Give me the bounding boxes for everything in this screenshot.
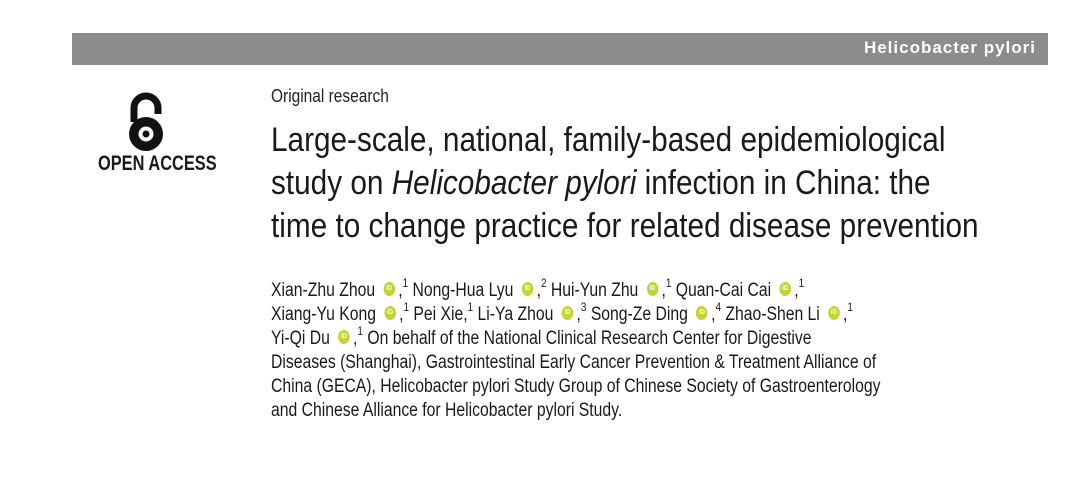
orcid-icon[interactable] [383,282,395,296]
orcid-icon[interactable] [828,306,840,320]
title-species: Helicobacter pylori [391,164,637,202]
author-name[interactable]: Xian-Zhu Zhou [271,280,376,301]
author-name[interactable]: Hui-Yun Zhu [550,280,639,301]
orcid-icon[interactable] [696,306,708,320]
group-author-line-4: and Chinese Alliance for Helicobacter pylori Study. [271,400,623,421]
author-name[interactable]: Xiang-Yu Kong [271,304,376,325]
orcid-icon[interactable] [522,282,534,296]
title-line-2: study on Helicobacter pylori infection in China: the [271,164,931,202]
orcid-icon[interactable] [647,282,659,296]
author-line-2: Xiang-Yu KongiD ,$^1$ Pei Xie,$^1$ Li-Ya ZhouiD ,$^3$ Song-Ze DingiD ,$^4$ Zhao-Shen LiiD ,$^1$ [271,303,880,327]
journal-section-bar [72,33,1048,65]
orcid-icon[interactable] [384,306,396,320]
author-name[interactable]: Yi-Qi Du [271,328,330,349]
article-title [271,119,979,248]
title-line-1: Large-scale, national, family-based epidemiological [271,121,946,159]
group-author-line-2: Diseases (Shanghai), Gastrointestinal Early Cancer Prevention & Treatment Alliance of [271,352,877,373]
author-line-1: Xian-Zhu ZhouiD ,$^1$ Nong-Hua LyuiD ,$^2$ Hui-Yun ZhuiD ,$^1$ Quan-Cai CaiiD ,$^1$ [271,279,880,303]
orcid-icon[interactable] [779,282,791,296]
author-name[interactable]: Song-Ze Ding [590,304,688,325]
author-name[interactable]: Li-Ya Zhou [477,304,554,325]
author-name[interactable]: Zhao-Shen Li [725,304,820,325]
author-name[interactable]: Quan-Cai Cai [675,280,772,301]
title-line-3: time to change practice for related disease prevention [271,207,979,245]
journal-section-label: Helicobacter pylori [863,38,1036,57]
author-name[interactable]: Nong-Hua Lyu [412,280,514,301]
orcid-icon[interactable] [338,330,350,344]
group-author-line-3: China (GECA), Helicobacter pylori Study Group of Chinese Society of Gastroenterology [271,376,881,397]
open-access-lock-icon [122,92,170,154]
author-name[interactable]: Pei Xie, [413,304,468,325]
group-author-text: On behalf of the National Clinical Research Center for Digestive [362,328,812,349]
open-access-label: OPEN ACCESS [98,152,217,175]
orcid-icon[interactable] [562,306,574,320]
article-type: Original research [271,86,389,106]
author-list [271,275,881,423]
author-line-3: Yi-Qi DuiD ,$^1$ On behalf of the National Clinical Research Center for Digestive [271,327,880,351]
